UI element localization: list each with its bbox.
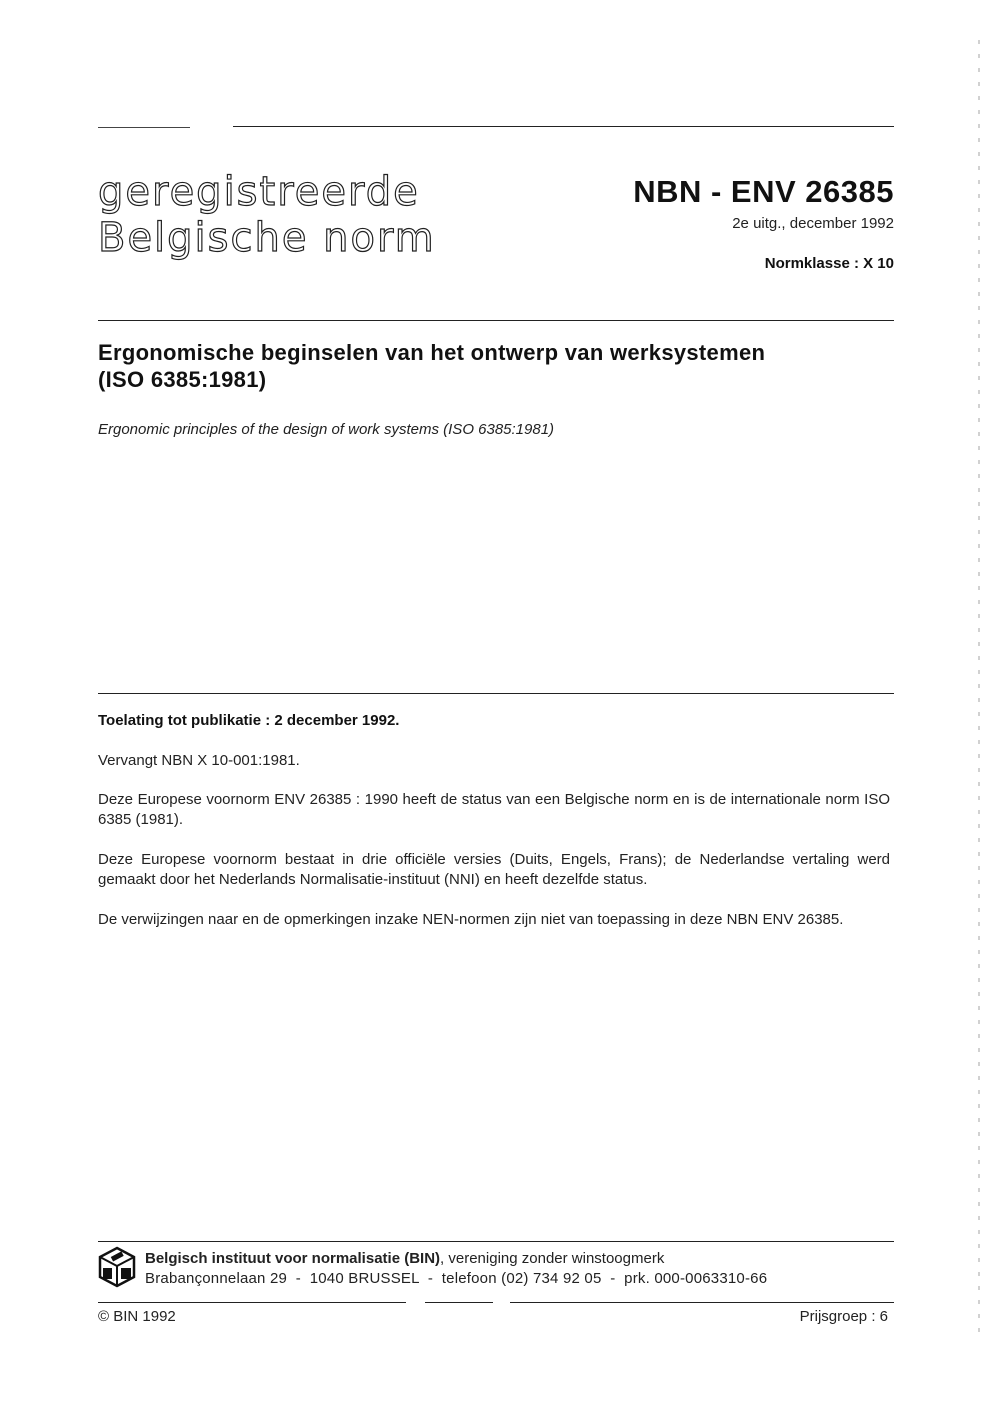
header-divider	[98, 320, 894, 321]
institute-name-bold: Belgisch instituut voor normalisatie (BIN)	[145, 1250, 441, 1267]
registered-norm-heading-line2: Belgische norm	[98, 215, 436, 261]
publication-approval: Toelating tot publikatie : 2 december 1992.	[98, 712, 400, 729]
institute-address: Brabançonnelaan 29 - 1040 BRUSSEL - telefoon (02) 734 92 05 - prk. 000-0063310-66	[145, 1270, 768, 1287]
top-rule-long	[233, 126, 894, 127]
references-paragraph: De verwijzingen naar en de opmerkingen inzake NEN-normen zijn niet van toepassing in deze NBN ENV 26385.	[98, 911, 844, 928]
document-title-line1: Ergonomische beginselen van het ontwerp van werksystemen	[98, 340, 766, 365]
body-divider	[98, 693, 894, 694]
bin-logo-graphic	[98, 1246, 136, 1288]
footer-bottom-rule-3	[510, 1302, 894, 1303]
document-title	[98, 339, 894, 393]
registered-norm-heading-line1: geregistreerde	[98, 169, 420, 215]
standard-number: NBN - ENV 26385	[633, 174, 894, 209]
top-rule-short	[98, 127, 190, 128]
institute-name-suffix: , vereniging zonder winstoogmerk	[440, 1250, 665, 1267]
edition-date: 2e uitg., december 1992	[732, 215, 894, 232]
footer-top-rule	[98, 1241, 894, 1242]
replaces-standard: Vervangt NBN X 10-001:1981.	[98, 752, 300, 769]
copyright: © BIN 1992	[98, 1308, 176, 1325]
institute-name	[145, 1250, 664, 1267]
versions-paragraph: Deze Europese voornorm bestaat in drie officiële versies (Duits, Engels, Frans); de Nederlandse vertaling werd gemaakt door het Nederlands Normalisatie-instituut (NNI) en heeft dezelfde status.	[98, 851, 890, 888]
document-title-line2: (ISO 6385:1981)	[98, 367, 267, 392]
scan-edge-artifact	[978, 40, 980, 1340]
norm-class: Normklasse : X 10	[764, 255, 894, 272]
price-group: Prijsgroep : 6	[799, 1308, 888, 1325]
status-paragraph: Deze Europese voornorm ENV 26385 : 1990 heeft de status van een Belgische norm en is de internationale norm ISO 6385 (1981).	[98, 791, 890, 828]
english-title: Ergonomic principles of the design of work systems (ISO 6385:1981)	[98, 421, 555, 438]
bin-logo	[98, 1246, 136, 1288]
footer-bottom-rule-2	[425, 1302, 493, 1303]
footer-bottom-rule-1	[98, 1302, 406, 1303]
